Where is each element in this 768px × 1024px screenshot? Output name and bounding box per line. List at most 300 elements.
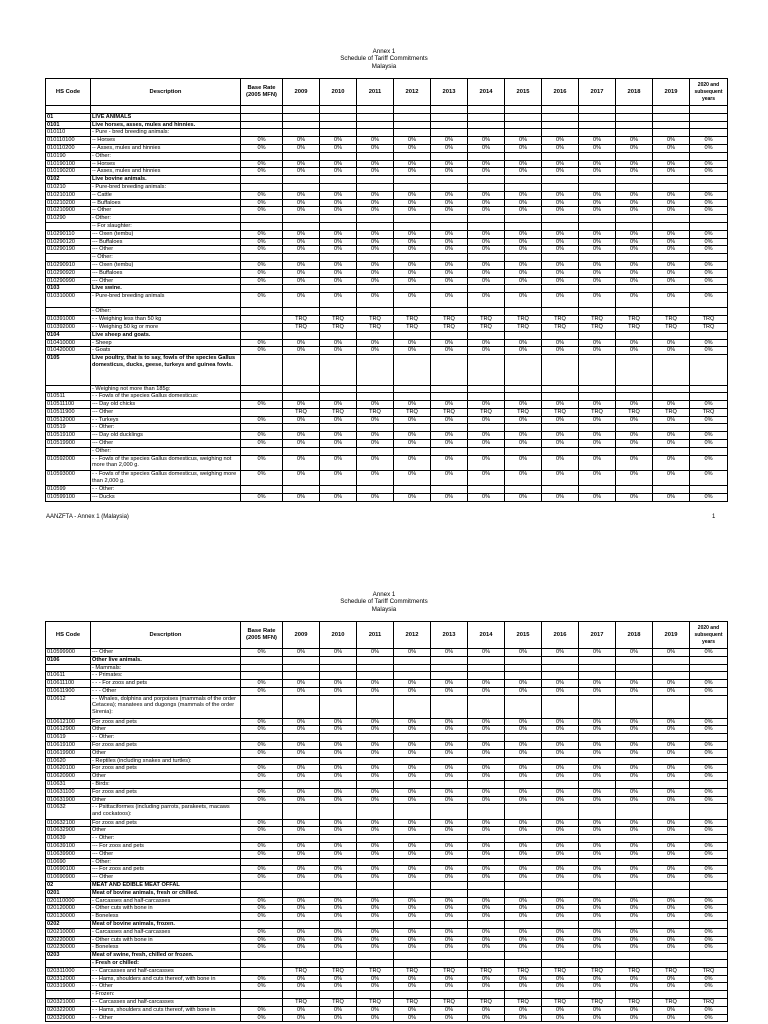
rate-cell [653,858,690,866]
hs-code [46,308,91,316]
rate-cell: 0% [653,687,690,695]
rate-cell: TRQ [579,316,616,324]
rate-cell [431,355,468,385]
rate-cell: 0% [468,199,505,207]
rate-cell: 0% [283,866,320,874]
rate-cell: 0% [579,649,616,657]
table-row [46,897,728,905]
rate-cell: 0% [616,874,653,882]
base-rate [241,734,283,742]
rate-cell [357,695,394,718]
rate-cell: 0% [690,207,728,215]
table-row [46,936,728,944]
column-header: 2010 [320,622,357,649]
base-rate [241,695,283,718]
rate-cell: 0% [283,741,320,749]
rate-cell: 0% [283,432,320,440]
rate-cell: 0% [468,432,505,440]
description: - Other cuts with bone in [91,905,241,913]
rate-cell: 0% [431,432,468,440]
rate-cell: 0% [468,936,505,944]
rate-cell: 0% [542,277,579,285]
rate-cell [505,835,542,843]
rate-cell: 0% [542,238,579,246]
rate-cell: 0% [357,160,394,168]
rate-cell: 0% [283,649,320,657]
rate-cell [320,835,357,843]
rate-cell [653,991,690,999]
rate-cell: TRQ [653,998,690,1006]
rate-cell: 0% [283,773,320,781]
rate-cell: 0% [542,843,579,851]
rate-cell: 0% [357,168,394,176]
rate-cell [283,664,320,672]
rate-cell [690,695,728,718]
rate-cell [579,889,616,897]
rate-cell [690,393,728,401]
rate-cell [320,308,357,316]
description: --- Oxen (tembu) [91,261,241,269]
rate-cell: TRQ [394,324,431,332]
rate-cell [357,952,394,960]
rate-cell: 0% [320,238,357,246]
rate-cell: 0% [468,905,505,913]
description: - Reptiles (including snakes and turtles): [91,757,241,765]
rate-cell: TRQ [394,408,431,416]
rate-cell [357,959,394,967]
rate-cell [542,804,579,819]
description: - - - For zoos and pets [91,680,241,688]
rate-cell [542,695,579,718]
rate-cell: 0% [616,726,653,734]
rate-cell: TRQ [357,967,394,975]
hs-code: 010290910 [46,261,91,269]
rate-cell: 0% [505,874,542,882]
rate-cell: 0% [394,1014,431,1022]
rate-cell [542,921,579,929]
rate-cell: 0% [653,455,690,470]
rate-cell: 0% [690,494,728,502]
rate-cell [653,695,690,718]
rate-cell [579,486,616,494]
hs-code: 010511900 [46,408,91,416]
rate-cell: 0% [505,983,542,991]
base-rate [241,835,283,843]
column-header: 2013 [431,622,468,649]
rate-cell: 0% [357,432,394,440]
rate-cell [690,447,728,455]
rate-cell [357,664,394,672]
rate-cell: 0% [431,238,468,246]
rate-cell: 0% [394,470,431,485]
base-rate [241,106,283,114]
rate-cell: 0% [320,866,357,874]
table-row [46,440,728,448]
rate-cell [283,129,320,137]
rate-cell: 0% [616,238,653,246]
rate-cell: 0% [394,137,431,145]
rate-cell: 0% [468,983,505,991]
rate-cell [505,447,542,455]
rate-cell: 0% [505,207,542,215]
rate-cell: 0% [505,773,542,781]
hs-code: 010110100 [46,137,91,145]
hs-code [46,664,91,672]
hs-code: 0103 [46,285,91,293]
rate-cell [653,835,690,843]
rate-cell: 0% [394,983,431,991]
base-rate [241,780,283,788]
hs-code: 010612100 [46,718,91,726]
rate-cell [357,780,394,788]
hs-code: 010290990 [46,277,91,285]
base-rate: 0% [241,238,283,246]
rate-cell [542,308,579,316]
rate-cell: 0% [690,983,728,991]
rate-cell: 0% [653,765,690,773]
base-rate [241,486,283,494]
rate-cell [653,183,690,191]
rate-cell [320,222,357,230]
rate-cell [283,215,320,223]
rate-cell: 0% [505,1014,542,1022]
rate-cell: 0% [283,687,320,695]
table-row [46,749,728,757]
rate-cell: TRQ [542,316,579,324]
rate-cell [505,308,542,316]
rate-cell: 0% [579,788,616,796]
table-row [46,998,728,1006]
hs-code: 010290920 [46,269,91,277]
rate-cell: 0% [579,975,616,983]
rate-cell [320,991,357,999]
rate-cell: 0% [579,455,616,470]
rate-cell [616,285,653,293]
base-rate [241,672,283,680]
rate-cell: 0% [690,432,728,440]
rate-cell [431,664,468,672]
rate-cell [653,672,690,680]
hs-code: 010631 [46,780,91,788]
rate-cell [357,672,394,680]
description: - - Other: [91,734,241,742]
rate-cell: 0% [542,168,579,176]
rate-cell [320,129,357,137]
rate-cell: 0% [690,726,728,734]
rate-cell: 0% [653,238,690,246]
rate-cell: 0% [320,649,357,657]
base-rate: 0% [241,788,283,796]
hs-code [46,991,91,999]
rate-cell [690,804,728,819]
hs-code: 020110000 [46,897,91,905]
rate-cell: 0% [468,1014,505,1022]
rate-cell [653,780,690,788]
rate-cell: TRQ [468,316,505,324]
rate-cell: 0% [468,788,505,796]
rate-cell: 0% [468,975,505,983]
schedule-header [0,48,768,70]
rate-cell [320,424,357,432]
rate-cell: 0% [394,339,431,347]
hs-code: 010612 [46,695,91,718]
rate-cell [579,959,616,967]
base-rate: 0% [241,339,283,347]
rate-cell: 0% [653,944,690,952]
rate-cell: 0% [468,687,505,695]
rate-cell: 0% [505,230,542,238]
column-header: 2013 [431,79,468,106]
hs-code: 020322000 [46,1006,91,1014]
rate-cell: 0% [431,293,468,308]
rate-cell [690,858,728,866]
rate-cell: 0% [394,687,431,695]
base-rate [241,254,283,262]
rate-cell: 0% [616,277,653,285]
rate-cell: 0% [431,687,468,695]
rate-cell [690,254,728,262]
base-rate: 0% [241,347,283,355]
rate-cell [394,385,431,393]
rate-cell: 0% [616,416,653,424]
rate-cell: 0% [616,207,653,215]
hs-code [46,222,91,230]
rate-cell [468,385,505,393]
hs-code: 020120000 [46,905,91,913]
rate-cell: 0% [357,874,394,882]
hs-code: 0202 [46,921,91,929]
rate-cell: 0% [690,928,728,936]
rate-cell [357,331,394,339]
rate-cell [394,695,431,718]
rate-cell: 0% [616,269,653,277]
rate-cell: TRQ [431,316,468,324]
rate-cell [579,656,616,664]
description: --- Day old ducklings [91,432,241,440]
base-rate: 0% [241,765,283,773]
rate-cell [468,176,505,184]
rate-cell: 0% [653,905,690,913]
table-row [46,975,728,983]
rate-cell: TRQ [357,408,394,416]
description: - - Fowls of the species Gallus domesticus, weighing more than 2,000 g. [91,470,241,485]
rate-cell [394,355,431,385]
rate-cell [579,835,616,843]
rate-cell: 0% [653,741,690,749]
rate-cell [283,308,320,316]
rate-cell [690,152,728,160]
description: Other [91,827,241,835]
hs-code [46,447,91,455]
base-rate [241,331,283,339]
rate-cell [320,254,357,262]
hs-code: 010519 [46,424,91,432]
rate-cell [468,183,505,191]
base-rate [241,664,283,672]
header-country: Malaysia [371,62,397,70]
rate-cell [616,858,653,866]
rate-cell [283,121,320,129]
base-rate: 0% [241,144,283,152]
rate-cell [579,991,616,999]
rate-cell: 0% [542,191,579,199]
rate-cell [431,656,468,664]
table-row [46,199,728,207]
rate-cell: 0% [320,432,357,440]
table-row [46,1014,728,1022]
rate-cell: 0% [616,718,653,726]
rate-cell [394,183,431,191]
base-rate: 0% [241,718,283,726]
rate-cell: 0% [616,160,653,168]
hs-code: 010190200 [46,168,91,176]
rate-cell: 0% [394,749,431,757]
rate-cell [468,447,505,455]
rate-cell: 0% [616,339,653,347]
rate-cell: 0% [690,796,728,804]
base-rate: 0% [241,975,283,983]
rate-cell [320,121,357,129]
rate-cell: 0% [394,191,431,199]
rate-cell: 0% [468,401,505,409]
table-row [46,176,728,184]
rate-cell: 0% [431,897,468,905]
description: Other [91,749,241,757]
rate-cell [616,106,653,114]
base-rate [241,152,283,160]
rate-cell [653,889,690,897]
base-rate: 0% [241,230,283,238]
rate-cell [542,757,579,765]
hs-code: 010593000 [46,470,91,485]
rate-cell: 0% [357,905,394,913]
rate-cell: 0% [542,680,579,688]
rate-cell: 0% [616,905,653,913]
base-rate [241,222,283,230]
rate-cell [394,113,431,121]
rate-cell [283,285,320,293]
rate-cell [579,882,616,890]
rate-cell: 0% [394,207,431,215]
base-rate [241,129,283,137]
base-rate: 0% [241,936,283,944]
rate-cell: 0% [468,347,505,355]
rate-cell [468,780,505,788]
rate-cell [690,424,728,432]
rate-cell [616,176,653,184]
table-row [46,293,728,308]
rate-cell: 0% [505,160,542,168]
rate-cell [690,882,728,890]
rate-cell [505,254,542,262]
rate-cell [616,835,653,843]
rate-cell [542,183,579,191]
rate-cell: 0% [468,230,505,238]
rate-cell [431,106,468,114]
rate-cell: 0% [283,347,320,355]
base-rate [241,355,283,385]
description: - - Hams, shoulders and cuts thereof, with bone in [91,1006,241,1014]
base-rate: 0% [241,819,283,827]
rate-cell [690,183,728,191]
description: --- Oxen (tembu) [91,230,241,238]
description [91,106,241,114]
rate-cell: 0% [431,749,468,757]
rate-cell: 0% [616,494,653,502]
hs-code: 010512000 [46,416,91,424]
column-header: 2014 [468,79,505,106]
hs-code: 010391000 [46,316,91,324]
base-rate: 0% [241,850,283,858]
rate-cell: 0% [616,975,653,983]
rate-cell: 0% [357,796,394,804]
rate-cell [505,129,542,137]
rate-cell: 0% [579,897,616,905]
rate-cell: 0% [320,470,357,485]
rate-cell: 0% [431,765,468,773]
description: --- For zoos and pets [91,866,241,874]
rate-cell: 0% [505,137,542,145]
rate-cell: 0% [320,913,357,921]
header-title: Schedule of Tariff Commitments [340,55,428,63]
rate-cell: TRQ [431,967,468,975]
rate-cell [468,331,505,339]
rate-cell [542,672,579,680]
rate-cell [690,921,728,929]
hs-code: 010210100 [46,191,91,199]
table-row [46,324,728,332]
rate-cell: 0% [542,649,579,657]
rate-cell: 0% [357,238,394,246]
rate-cell: 0% [579,339,616,347]
rate-cell: 0% [431,347,468,355]
rate-cell: 0% [616,199,653,207]
rate-cell [579,176,616,184]
column-header: HS Code [46,79,91,106]
base-rate: 0% [241,905,283,913]
rate-cell: 0% [357,773,394,781]
rate-cell: 0% [320,168,357,176]
rate-cell: 0% [431,261,468,269]
rate-cell: 0% [283,788,320,796]
base-rate: 0% [241,401,283,409]
rate-cell [357,285,394,293]
rate-cell: 0% [690,144,728,152]
footer-label: AANZFTA - Annex 1 (Malaysia) [46,514,129,520]
description: Other [91,773,241,781]
table-row [46,866,728,874]
rate-cell: 0% [542,905,579,913]
base-rate: 0% [241,687,283,695]
table-row [46,183,728,191]
rate-cell: 0% [653,874,690,882]
rate-cell [505,176,542,184]
base-rate [241,121,283,129]
rate-cell [542,664,579,672]
rate-cell [505,393,542,401]
rate-cell: 0% [468,843,505,851]
description: - - Turkeys [91,416,241,424]
base-rate: 0% [241,191,283,199]
rate-cell: 0% [283,293,320,308]
rate-cell: 0% [394,160,431,168]
rate-cell [357,254,394,262]
rate-cell [468,129,505,137]
rate-cell: 0% [283,339,320,347]
base-rate [241,183,283,191]
rate-cell: 0% [653,819,690,827]
rate-cell [505,656,542,664]
